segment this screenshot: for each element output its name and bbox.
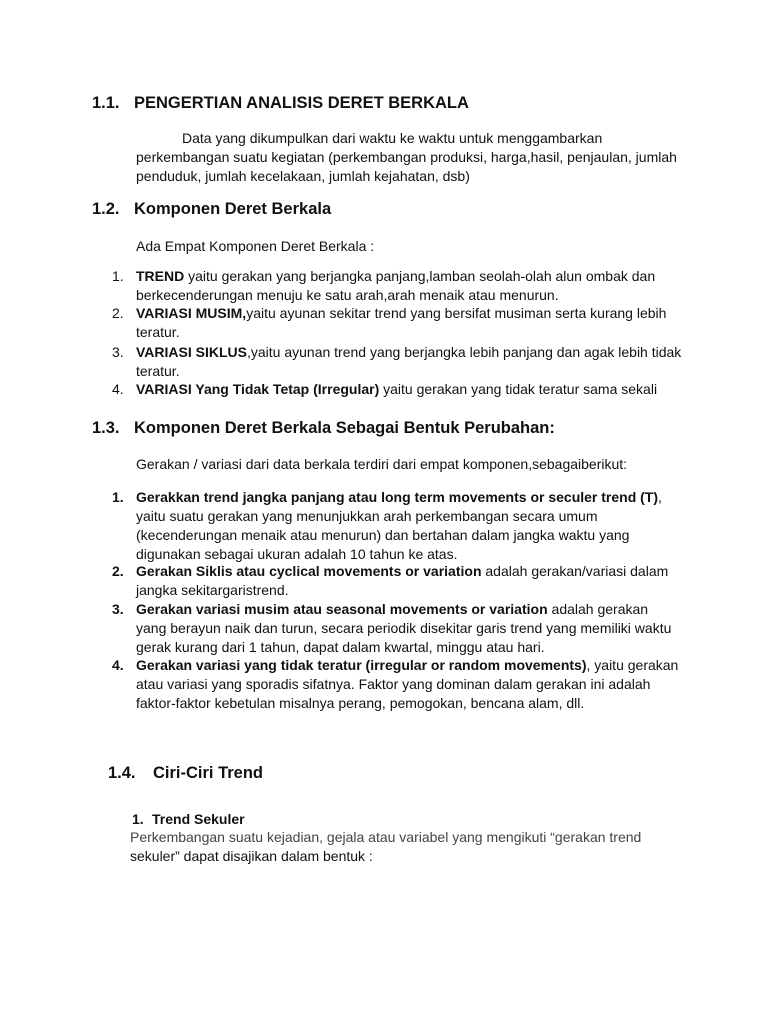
list-term: VARIASI Yang Tidak Tetap (Irregular) (136, 381, 380, 397)
section-title: Ciri-Ciri Trend (153, 764, 264, 782)
paragraph-line: Data yang dikumpulkan dari waktu ke waktu untuk menggambarkan (182, 130, 603, 146)
list-text: yaitu gerakan yang tidak teratur sama sekali (379, 381, 658, 397)
paragraph-line: sekuler” dapat disajikan dalam bentuk : (130, 848, 373, 864)
paragraph-line: penduduk, jumlah kecelakaan, jumlah kejahatan, dsb) (136, 168, 470, 184)
subsection-title: Trend Sekuler (152, 811, 245, 827)
section-number: 1.1. (92, 94, 120, 112)
section-number: 1.2. (92, 200, 120, 218)
list-text: adalah gerakan/variasi dalam (481, 563, 669, 579)
section-intro: Gerakan / variasi dari data berkala terdiri dari empat komponen,sebagaiberikut: (136, 456, 628, 472)
section-number: 1.4. (108, 764, 136, 782)
list-text: jangka sekitargaristrend. (136, 582, 289, 598)
list-text: teratur. (136, 363, 180, 379)
paragraph-line: perkembangan suatu kegiatan (perkembangan produksi, harga,hasil, penjaulan, jumlah (136, 149, 677, 165)
list-number: 2. (112, 563, 124, 579)
list-term: Gerakan variasi yang tidak teratur (irregular or random movements) (136, 657, 587, 673)
list-text: yang berayun naik dan turun, secara periodik disekitar garis trend yang memiliki waktu (136, 620, 672, 636)
section-title: PENGERTIAN ANALISIS DERET BERKALA (134, 94, 469, 112)
list-text: (kecenderungan menaik atau menurun) dan bertahan dalam jangka waktu yang (136, 527, 630, 543)
list-text: atau variasi yang sporadis sifatnya. Faktor yang dominan dalam gerakan ini adalah (136, 676, 651, 692)
list-term: TREND (136, 268, 185, 284)
paragraph-line: Perkembangan suatu kejadian, gejala atau variabel yang mengikuti “gerakan trend (130, 829, 642, 845)
list-number: 4. (112, 657, 124, 673)
list-number: 3. (112, 601, 124, 617)
list-number: 4. (112, 381, 124, 397)
list-text: , yaitu gerakan (586, 657, 679, 673)
list-term: VARIASI SIKLUS (136, 344, 247, 360)
list-text: adalah gerakan (547, 601, 649, 617)
list-text: yaitu suatu gerakan yang menunjukkan arah perkembangan secara umum (136, 508, 598, 524)
section-number: 1.3. (92, 419, 120, 437)
list-number: 1. (112, 268, 124, 284)
section-title: Komponen Deret Berkala Sebagai Bentuk Perubahan: (134, 419, 555, 437)
list-text: yaitu gerakan yang berjangka panjang,lamban seolah-olah alun ombak dan (184, 268, 656, 284)
list-text: gerak kurang dari 1 tahun, dapat dalam kwartal, minggu atau hari. (136, 639, 545, 655)
list-term: Gerakan Siklis atau cyclical movements or variation (136, 563, 482, 579)
list-text: yaitu ayunan sekitar trend yang bersifat musiman serta kurang lebih (246, 305, 667, 321)
list-text: digunakan sebagai ukuran adalah 10 tahun ke atas. (136, 546, 458, 562)
list-text: , (658, 489, 662, 505)
list-term: Gerakkan trend jangka panjang atau long term movements or seculer trend (T) (136, 489, 659, 505)
list-number: 3. (112, 344, 124, 360)
list-text: ,yaitu ayunan trend yang berjangka lebih panjang dan agak lebih tidak (246, 344, 682, 360)
list-number: 1. (132, 811, 144, 827)
list-number: 1. (112, 489, 124, 505)
list-text: berkecenderungan menuju ke satu arah,arah menaik atau menurun. (136, 287, 559, 303)
list-term: Gerakan variasi musim atau seasonal movements or variation (136, 601, 548, 617)
list-number: 2. (112, 305, 124, 321)
list-term: VARIASI MUSIM, (136, 305, 247, 321)
section-title: Komponen Deret Berkala (134, 200, 332, 218)
list-text: teratur. (136, 324, 180, 340)
section-intro: Ada Empat Komponen Deret Berkala : (136, 238, 375, 254)
list-text: faktor-faktor kebetulan misalnya perang, pemogokan, bencana alam, dll. (136, 695, 585, 711)
